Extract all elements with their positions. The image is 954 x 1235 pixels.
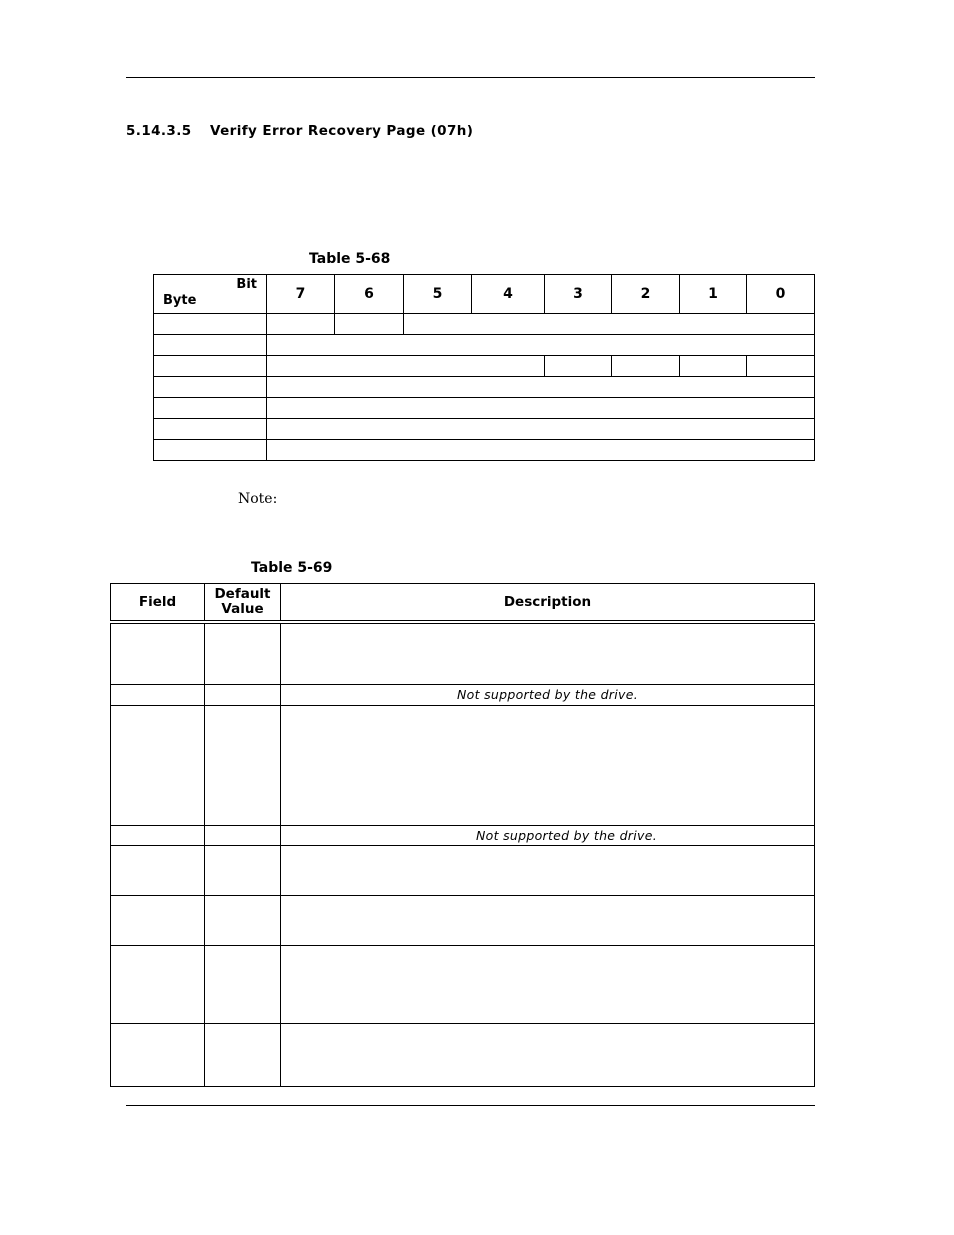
bit-header: 4 bbox=[472, 275, 545, 314]
bit-field-cell bbox=[267, 398, 815, 419]
table-69-header-row bbox=[111, 584, 815, 623]
table-68-row bbox=[154, 419, 815, 440]
byte-label: Byte bbox=[163, 293, 197, 308]
description-cell: Not supported by the drive. bbox=[281, 825, 815, 845]
bit-field-cell bbox=[335, 314, 404, 335]
table-69 bbox=[110, 583, 815, 1087]
field-cell bbox=[111, 622, 205, 684]
default-value-cell bbox=[205, 895, 281, 945]
table-68-row bbox=[154, 335, 815, 356]
description-cell bbox=[281, 845, 815, 895]
table-row bbox=[111, 1023, 815, 1086]
field-cell bbox=[111, 705, 205, 825]
table-68-header-row bbox=[154, 275, 815, 314]
table-68-row bbox=[154, 356, 815, 377]
bit-header: 7 bbox=[267, 275, 335, 314]
bit-field-cell bbox=[545, 356, 612, 377]
table-68 bbox=[153, 274, 815, 461]
table-68-row bbox=[154, 314, 815, 335]
default-value-cell bbox=[205, 705, 281, 825]
table-row bbox=[111, 622, 815, 684]
byte-cell bbox=[154, 377, 267, 398]
note-label: Note: bbox=[238, 491, 278, 507]
table-row bbox=[111, 825, 815, 845]
field-cell bbox=[111, 825, 205, 845]
table-row bbox=[111, 945, 815, 1023]
default-value-cell bbox=[205, 684, 281, 705]
table-69-caption: Table 5-69 bbox=[251, 560, 333, 576]
footer-rule bbox=[126, 1105, 815, 1106]
bit-field-cell bbox=[404, 314, 815, 335]
bit-field-cell bbox=[680, 356, 747, 377]
description-column-header: Description bbox=[281, 584, 815, 623]
byte-cell bbox=[154, 440, 267, 461]
bit-header: 5 bbox=[404, 275, 472, 314]
field-cell bbox=[111, 845, 205, 895]
bit-field-cell bbox=[267, 314, 335, 335]
section-heading bbox=[126, 123, 473, 139]
field-cell bbox=[111, 895, 205, 945]
description-cell bbox=[281, 895, 815, 945]
bit-header: 0 bbox=[747, 275, 815, 314]
table-68-caption: Table 5-68 bbox=[309, 251, 391, 267]
description-cell bbox=[281, 705, 815, 825]
table-68-row bbox=[154, 377, 815, 398]
bit-field-cell bbox=[747, 356, 815, 377]
bit-header: 3 bbox=[545, 275, 612, 314]
bit-header: 6 bbox=[335, 275, 404, 314]
table-row bbox=[111, 895, 815, 945]
bit-header: 1 bbox=[680, 275, 747, 314]
description-cell bbox=[281, 1023, 815, 1086]
section-title: Verify Error Recovery Page (07h) bbox=[210, 123, 474, 139]
field-cell bbox=[111, 1023, 205, 1086]
description-cell bbox=[281, 945, 815, 1023]
byte-cell bbox=[154, 335, 267, 356]
field-column-header: Field bbox=[111, 584, 205, 623]
bit-field-cell bbox=[267, 335, 815, 356]
table-row bbox=[111, 684, 815, 705]
default-value-cell bbox=[205, 945, 281, 1023]
default-value-cell bbox=[205, 825, 281, 845]
default-value-cell bbox=[205, 622, 281, 684]
header-rule bbox=[126, 77, 815, 78]
bit-byte-corner-cell bbox=[154, 275, 267, 314]
bit-field-cell bbox=[267, 440, 815, 461]
table-68-row bbox=[154, 398, 815, 419]
table-row bbox=[111, 705, 815, 825]
description-cell: Not supported by the drive. bbox=[281, 684, 815, 705]
table-row bbox=[111, 845, 815, 895]
table-68-row bbox=[154, 440, 815, 461]
bit-field-cell bbox=[267, 419, 815, 440]
field-cell bbox=[111, 684, 205, 705]
byte-cell bbox=[154, 419, 267, 440]
bit-field-cell bbox=[612, 356, 680, 377]
byte-cell bbox=[154, 356, 267, 377]
field-cell bbox=[111, 945, 205, 1023]
default-value-cell bbox=[205, 845, 281, 895]
section-number: 5.14.3.5 bbox=[126, 123, 192, 139]
byte-cell bbox=[154, 314, 267, 335]
bit-label: Bit bbox=[236, 277, 257, 292]
byte-cell bbox=[154, 398, 267, 419]
bit-field-cell bbox=[267, 377, 815, 398]
description-cell bbox=[281, 622, 815, 684]
bit-field-cell bbox=[267, 356, 545, 377]
bit-header: 2 bbox=[612, 275, 680, 314]
default-value-cell bbox=[205, 1023, 281, 1086]
default-value-column-header: Default Value bbox=[205, 584, 281, 623]
